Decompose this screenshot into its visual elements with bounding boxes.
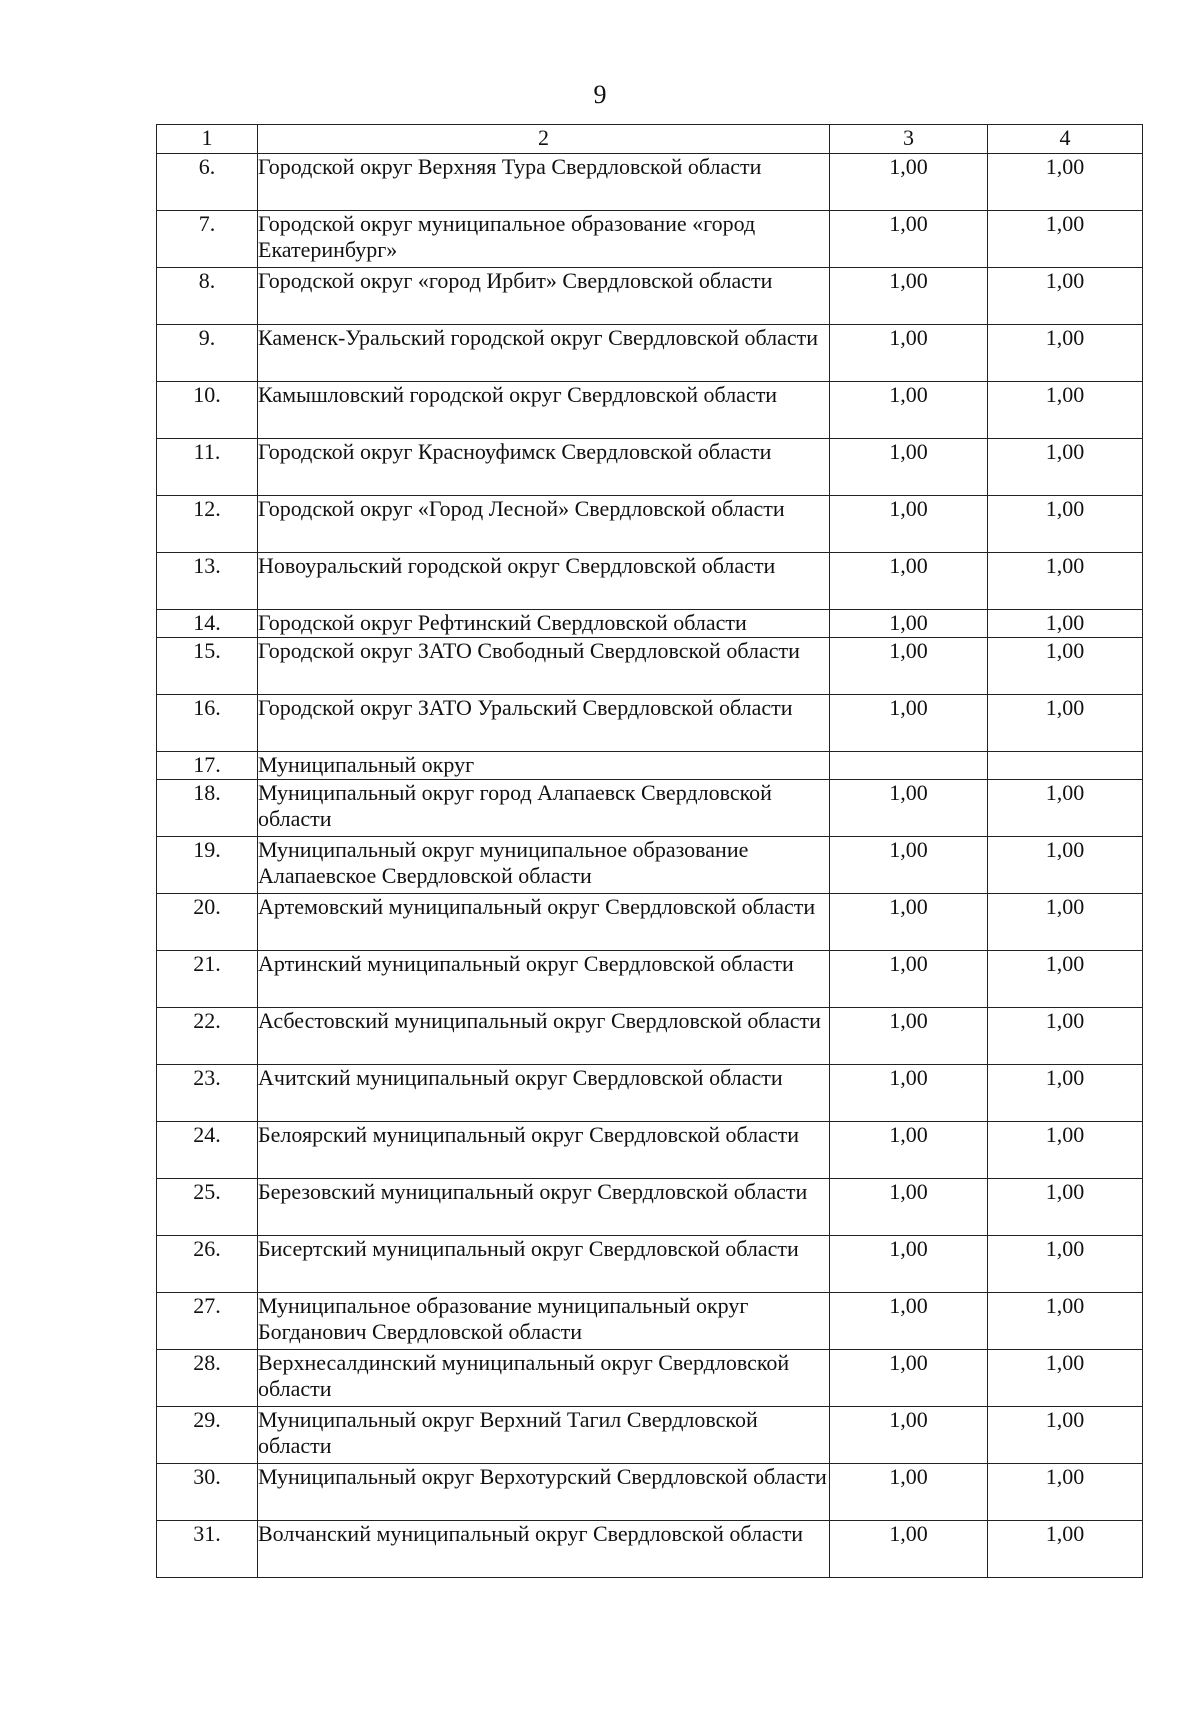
row-number-cell: 23. [157,1065,258,1122]
row-number-cell: 19. [157,837,258,894]
column-3-value-cell: 1,00 [830,382,988,439]
row-number-cell: 7. [157,211,258,268]
column-3-value-cell: 1,00 [830,439,988,496]
table-row [157,553,1143,610]
table-row [157,638,1143,695]
row-number-cell: 24. [157,1122,258,1179]
column-3-value-cell: 1,00 [830,496,988,553]
column-3-value-cell: 1,00 [830,1293,988,1350]
row-number-cell: 30. [157,1464,258,1521]
table-row [157,951,1143,1008]
header-cell-3: 3 [830,125,988,154]
column-3-value-cell: 1,00 [830,610,988,638]
column-4-value-cell: 1,00 [988,1293,1143,1350]
row-number-cell: 10. [157,382,258,439]
column-3-value-cell: 1,00 [830,553,988,610]
municipality-name-cell: Асбестовский муниципальный округ Свердловской области [258,1008,830,1065]
municipality-name-cell: Городской округ Верхняя Тура Свердловской области [258,154,830,211]
table-row [157,1236,1143,1293]
table-row [157,268,1143,325]
table-row [157,325,1143,382]
column-4-value-cell: 1,00 [988,325,1143,382]
table-row [157,1407,1143,1464]
column-4-value-cell: 1,00 [988,1350,1143,1407]
column-3-value-cell: 1,00 [830,1350,988,1407]
column-3-value-cell: 1,00 [830,154,988,211]
row-number-cell: 6. [157,154,258,211]
table-row [157,752,1143,780]
municipality-name-cell: Бисертский муниципальный округ Свердловской области [258,1236,830,1293]
column-4-value-cell: 1,00 [988,1008,1143,1065]
table-header-row [157,125,1143,154]
column-3-value-cell: 1,00 [830,780,988,837]
table-row [157,154,1143,211]
column-4-value-cell: 1,00 [988,1065,1143,1122]
column-3-value-cell: 1,00 [830,837,988,894]
column-4-value-cell: 1,00 [988,268,1143,325]
column-4-value-cell: 1,00 [988,553,1143,610]
row-number-cell: 26. [157,1236,258,1293]
municipality-name-cell: Березовский муниципальный округ Свердловской области [258,1179,830,1236]
municipality-name-cell: Городской округ ЗАТО Уральский Свердловской области [258,695,830,752]
municipality-name-cell: Новоуральский городской округ Свердловской области [258,553,830,610]
column-3-value-cell: 1,00 [830,695,988,752]
row-number-cell: 29. [157,1407,258,1464]
column-3-value-cell: 1,00 [830,1065,988,1122]
municipality-name-cell: Верхнесалдинский муниципальный округ Свердловской области [258,1350,830,1407]
column-4-value-cell: 1,00 [988,837,1143,894]
table-row [157,1350,1143,1407]
municipalities-table [156,124,1143,1578]
municipality-name-cell: Артемовский муниципальный округ Свердловской области [258,894,830,951]
table-row [157,211,1143,268]
row-number-cell: 13. [157,553,258,610]
table-row [157,837,1143,894]
municipality-name-cell: Волчанский муниципальный округ Свердловской области [258,1521,830,1578]
column-4-value-cell: 1,00 [988,1122,1143,1179]
column-3-value-cell: 1,00 [830,325,988,382]
municipality-name-cell: Камышловский городской округ Свердловской области [258,382,830,439]
municipality-name-cell: Каменск-Уральский городской округ Свердловской области [258,325,830,382]
table-row [157,610,1143,638]
column-3-value-cell: 1,00 [830,268,988,325]
column-4-value-cell: 1,00 [988,1521,1143,1578]
column-4-value-cell: 1,00 [988,211,1143,268]
municipality-name-cell: Муниципальный округ Верхний Тагил Свердловской области [258,1407,830,1464]
row-number-cell: 14. [157,610,258,638]
header-cell-2: 2 [258,125,830,154]
column-3-value-cell: 1,00 [830,211,988,268]
table-row [157,1065,1143,1122]
municipality-name-cell: Артинский муниципальный округ Свердловской области [258,951,830,1008]
row-number-cell: 17. [157,752,258,780]
column-3-value-cell [830,752,988,780]
column-4-value-cell: 1,00 [988,439,1143,496]
row-number-cell: 16. [157,695,258,752]
municipality-name-cell: Городской округ ЗАТО Свободный Свердловской области [258,638,830,695]
table-body [157,125,1143,1578]
row-number-cell: 15. [157,638,258,695]
table-row [157,382,1143,439]
row-number-cell: 9. [157,325,258,382]
table-row [157,894,1143,951]
municipality-name-cell: Городской округ Рефтинский Свердловской области [258,610,830,638]
municipality-name-cell: Городской округ муниципальное образование «город Екатеринбург» [258,211,830,268]
row-number-cell: 21. [157,951,258,1008]
column-4-value-cell: 1,00 [988,610,1143,638]
column-3-value-cell: 1,00 [830,951,988,1008]
column-3-value-cell: 1,00 [830,1179,988,1236]
header-cell-4: 4 [988,125,1143,154]
row-number-cell: 25. [157,1179,258,1236]
page-number: 9 [593,80,607,109]
column-3-value-cell: 1,00 [830,1122,988,1179]
row-number-cell: 31. [157,1521,258,1578]
row-number-cell: 27. [157,1293,258,1350]
municipality-name-cell: Муниципальное образование муниципальный округ Богданович Свердловской области [258,1293,830,1350]
table-row [157,1122,1143,1179]
table-row [157,496,1143,553]
column-4-value-cell: 1,00 [988,1179,1143,1236]
table-row [157,695,1143,752]
column-4-value-cell: 1,00 [988,638,1143,695]
column-4-value-cell: 1,00 [988,1236,1143,1293]
column-4-value-cell [988,752,1143,780]
row-number-cell: 22. [157,1008,258,1065]
column-4-value-cell: 1,00 [988,695,1143,752]
column-3-value-cell: 1,00 [830,638,988,695]
column-4-value-cell: 1,00 [988,780,1143,837]
column-4-value-cell: 1,00 [988,894,1143,951]
table-row [157,1008,1143,1065]
municipality-name-cell: Белоярский муниципальный округ Свердловской области [258,1122,830,1179]
table-row [157,1521,1143,1578]
municipality-name-cell: Городской округ «город Ирбит» Свердловской области [258,268,830,325]
column-4-value-cell: 1,00 [988,1464,1143,1521]
column-3-value-cell: 1,00 [830,1521,988,1578]
row-number-cell: 11. [157,439,258,496]
column-4-value-cell: 1,00 [988,382,1143,439]
column-4-value-cell: 1,00 [988,951,1143,1008]
column-3-value-cell: 1,00 [830,1407,988,1464]
table-row [157,439,1143,496]
row-number-cell: 20. [157,894,258,951]
column-3-value-cell: 1,00 [830,1236,988,1293]
table-row [157,1293,1143,1350]
municipality-name-cell: Муниципальный округ Верхотурский Свердловской области [258,1464,830,1521]
column-3-value-cell: 1,00 [830,1464,988,1521]
municipality-name-cell: Городской округ «Город Лесной» Свердловской области [258,496,830,553]
municipality-name-cell: Ачитский муниципальный округ Свердловской области [258,1065,830,1122]
header-cell-1: 1 [157,125,258,154]
row-number-cell: 8. [157,268,258,325]
column-4-value-cell: 1,00 [988,496,1143,553]
row-number-cell: 28. [157,1350,258,1407]
municipality-name-cell: Муниципальный округ [258,752,830,780]
column-3-value-cell: 1,00 [830,1008,988,1065]
column-4-value-cell: 1,00 [988,154,1143,211]
table-row [157,1179,1143,1236]
row-number-cell: 18. [157,780,258,837]
municipality-name-cell: Муниципальный округ город Алапаевск Свердловской области [258,780,830,837]
column-3-value-cell: 1,00 [830,894,988,951]
table-row [157,1464,1143,1521]
table-row [157,780,1143,837]
municipality-name-cell: Городской округ Красноуфимск Свердловской области [258,439,830,496]
row-number-cell: 12. [157,496,258,553]
municipality-name-cell: Муниципальный округ муниципальное образование Алапаевское Свердловской области [258,837,830,894]
column-4-value-cell: 1,00 [988,1407,1143,1464]
